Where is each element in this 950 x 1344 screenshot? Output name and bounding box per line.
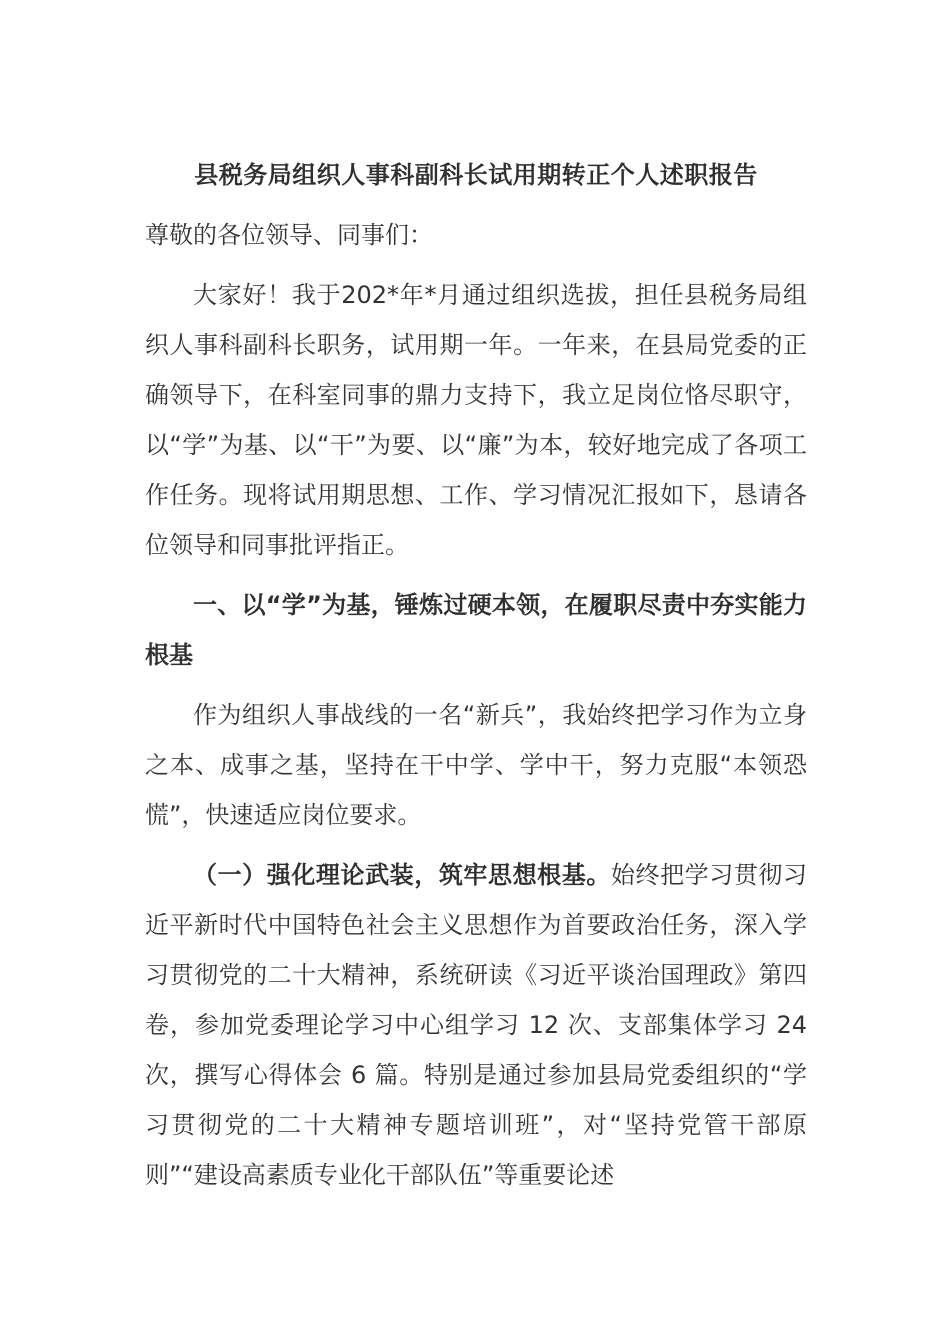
subsection-1-paragraph	[145, 850, 807, 1200]
section-1-paragraph: 作为组织人事战线的一名“新兵”，我始终把学习作为立身之本、成事之基，坚持在干中学、学中干，努力克服“本领恐慌”，快速适应岗位要求。	[145, 701, 807, 829]
subsection-1-body: 始终把学习贯彻习近平新时代中国特色社会主义思想作为首要政治任务，深入学习贯彻党的二十大精神，系统研读《习近平谈治国理政》第四卷，参加党委理论学习中心组学习 12 次、支部集体学习 24 次，撰写心得体会 6 篇。特别是通过参加县局党委组织的“学习贯彻党的二十大精神专题培训班”，对“坚持党管干部原则”“建设高素质专业化干部队伍”等重要论述	[145, 861, 808, 1189]
section-1-heading: 一、以“学”为基，锤炼过硬本领，在履职尽责中夯实能力根基	[145, 591, 807, 669]
document-title: 县税务局组织人事科副科长试用期转正个人述职报告	[194, 161, 758, 189]
document-body	[145, 150, 807, 1200]
subsection-1-lead: （一）强化理论武装，筑牢思想根基。	[193, 861, 611, 889]
greeting-line: 尊敬的各位领导、同事们：	[145, 221, 433, 249]
intro-paragraph: 大家好！我于202*年*月通过组织选拔，担任县税务局组织人事科副科长职务，试用期一年。一年来，在县局党委的正确领导下，在科室同事的鼎力支持下，我立足岗位恪尽职守，以“学”为基、以“干”为要、以“廉”为本，较好地完成了各项工作任务。现将试用期思想、工作、学习情况汇报如下，恳请各位领导和同事批评指正。	[145, 281, 807, 559]
